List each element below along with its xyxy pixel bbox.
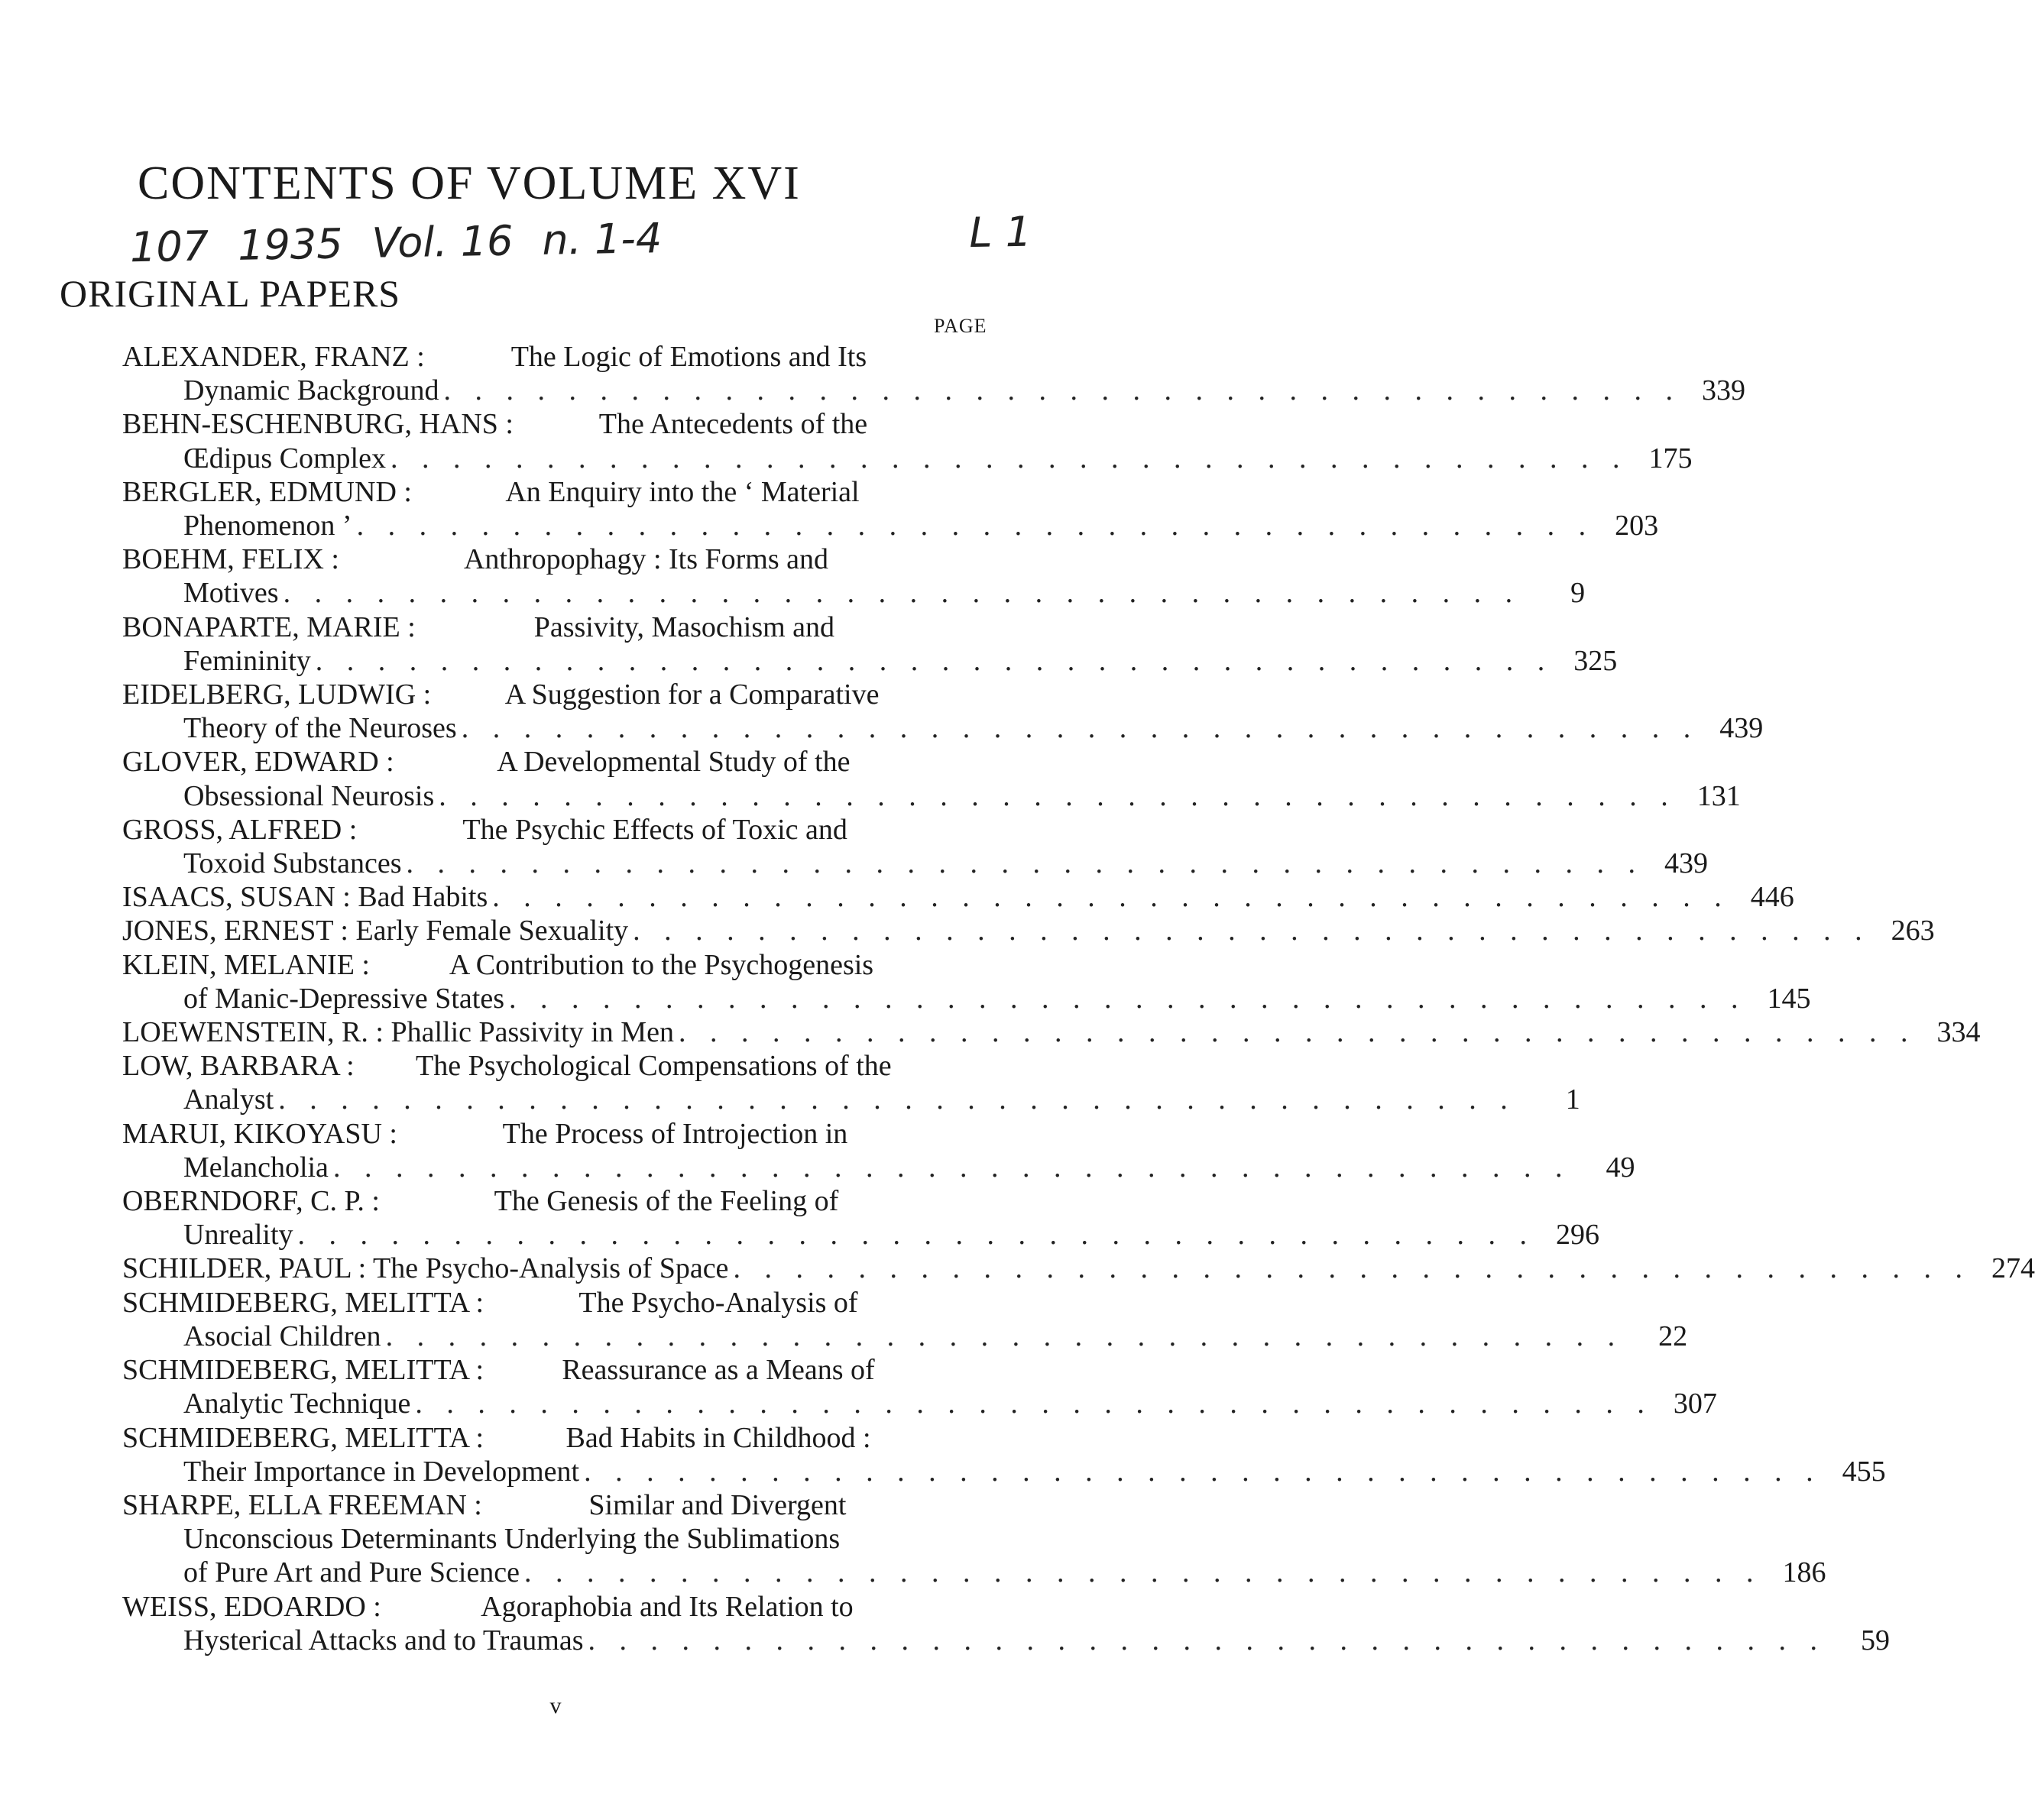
page-column-spacer bbox=[953, 475, 1013, 509]
toc-entry bbox=[122, 340, 1746, 407]
dot-leader: . . . . . . . . . . . . . . . . . . . . . . . . . . . . . . . . . . . . . . . . bbox=[332, 1151, 1571, 1184]
entry-page: 439 bbox=[1664, 847, 1708, 880]
entry-author: GLOVER, EDWARD : bbox=[122, 746, 394, 779]
toc-entry bbox=[122, 678, 1764, 745]
entry-title-line: Obsessional Neurosis bbox=[183, 779, 435, 812]
page-column-spacer bbox=[953, 678, 1013, 711]
dot-leader: . . . . . . . . . . . . . . . . . . . . . . . . . . . . . . . . . . . . . . . . bbox=[733, 1252, 1971, 1285]
dot-leader: . . . . . . . . . . . . . . . . . . . . . . . . . . . . . . . . . . . . . . . . bbox=[439, 779, 1677, 812]
page-column-spacer bbox=[953, 1049, 1013, 1083]
entry-title-line: The Psycho-Analysis of bbox=[578, 1286, 858, 1319]
entry-title-line: Hysterical Attacks and to Traumas bbox=[183, 1624, 584, 1656]
entry-title-line: Theory of the Neuroses bbox=[183, 712, 457, 745]
entry-author: KLEIN, MELANIE : bbox=[122, 948, 370, 981]
entry-page: 131 bbox=[1696, 779, 1741, 812]
toc-entry bbox=[122, 542, 1586, 610]
entry-page: 145 bbox=[1767, 982, 1811, 1015]
entry-author: SCHMIDEBERG, MELITTA : bbox=[122, 1354, 484, 1387]
handwritten-note: Vol. 16 bbox=[371, 216, 514, 267]
toc-entry bbox=[122, 1049, 1580, 1116]
handwritten-annotation bbox=[130, 208, 1032, 272]
entry-author: MARUI, KIKOYASU : bbox=[122, 1117, 397, 1150]
entry-title-line: The Genesis of the Feeling of bbox=[494, 1185, 839, 1218]
entry-title-line: Asocial Children bbox=[183, 1320, 381, 1352]
page-column-spacer bbox=[953, 610, 1013, 644]
entry-page: 49 bbox=[1606, 1151, 1635, 1184]
page-column-spacer bbox=[953, 1184, 1013, 1218]
section-heading: ORIGINAL PAPERS bbox=[60, 272, 401, 315]
entry-title-line: Analyst bbox=[183, 1083, 274, 1116]
page-column-spacer bbox=[953, 948, 1013, 982]
entry-title-line: The Psychological Compensations of the bbox=[416, 1050, 892, 1083]
entry-page: 263 bbox=[1891, 915, 1935, 947]
entry-author: SCHMIDEBERG, MELITTA : bbox=[122, 1421, 484, 1454]
entry-author: JONES, ERNEST : bbox=[122, 915, 348, 947]
page-folio: v bbox=[549, 1693, 562, 1718]
entry-author: ALEXANDER, FRANZ : bbox=[122, 341, 425, 373]
entry-title-line: Analytic Technique bbox=[183, 1388, 411, 1420]
entry-title-line: An Enquiry into the ‘ Material bbox=[505, 475, 860, 508]
entry-author: SCHMIDEBERG, MELITTA : bbox=[122, 1286, 484, 1319]
dot-leader: . . . . . . . . . . . . . . . . . . . . . . . . . . . . . . . . . . . . . . . . bbox=[633, 915, 1871, 947]
entry-title: The Psycho-Analysis of Space bbox=[373, 1252, 729, 1285]
entry-author: SCHILDER, PAUL : bbox=[122, 1252, 367, 1285]
entry-page: 296 bbox=[1556, 1219, 1600, 1252]
entry-page: 446 bbox=[1750, 881, 1794, 914]
page-column-spacer bbox=[953, 1117, 1013, 1151]
entry-author: BONAPARTE, MARIE : bbox=[122, 610, 416, 643]
handwritten-note: L 1 bbox=[968, 207, 1032, 257]
entry-page: 339 bbox=[1702, 374, 1746, 407]
entry-title-line: Œdipus Complex bbox=[183, 442, 386, 474]
entry-title-line: Passivity, Masochism and bbox=[533, 610, 835, 643]
toc-entry bbox=[122, 1590, 1890, 1657]
entry-title-line: Melancholia bbox=[183, 1151, 329, 1184]
entry-page: 334 bbox=[1936, 1016, 1981, 1049]
entry-title-line: Dynamic Background bbox=[183, 374, 439, 407]
entry-author: BOEHM, FELIX : bbox=[122, 543, 339, 576]
entry-title-line: Femininity bbox=[183, 644, 311, 677]
entry-page: 186 bbox=[1782, 1556, 1826, 1589]
entry-author: EIDELBERG, LUDWIG : bbox=[122, 678, 432, 711]
entry-page: 325 bbox=[1573, 644, 1618, 677]
dot-leader: . . . . . . . . . . . . . . . . . . . . . . . . . . . . . . . . . . . . . . . . bbox=[461, 712, 1700, 745]
entry-title-line: Anthropophagy : Its Forms and bbox=[463, 543, 829, 576]
page-column-spacer bbox=[953, 813, 1013, 847]
toc-entry bbox=[122, 407, 1693, 474]
entry-title-line: A Suggestion for a Comparative bbox=[504, 678, 880, 711]
entry-title-line: Unreality bbox=[183, 1219, 293, 1252]
page-column-header: PAGE bbox=[934, 315, 987, 337]
page-column-spacer bbox=[953, 340, 1013, 374]
toc-entry bbox=[122, 1286, 1688, 1353]
page-column-spacer bbox=[953, 1421, 1013, 1455]
dot-leader: . . . . . . . . . . . . . . . . . . . . . . . . . . . . . . . . . . . . . . . . bbox=[509, 982, 1747, 1015]
handwritten-note: 107 bbox=[129, 222, 209, 272]
toc-entry bbox=[122, 1117, 1635, 1184]
entry-author: SHARPE, ELLA FREEMAN : bbox=[122, 1488, 482, 1521]
entry-author: BEHN-ESCHENBURG, HANS : bbox=[122, 408, 514, 441]
toc-entry bbox=[122, 813, 1708, 880]
toc-entry bbox=[122, 1488, 1826, 1590]
dot-leader: . . . . . . . . . . . . . . . . . . . . . . . . . . . . . . . . . . . . . . . . bbox=[283, 577, 1521, 610]
page-column-spacer bbox=[953, 1488, 1013, 1522]
entry-author: ISAACS, SUSAN : bbox=[122, 881, 351, 914]
entry-page: 203 bbox=[1615, 510, 1659, 542]
entry-page: 175 bbox=[1648, 442, 1693, 474]
dot-leader: . . . . . . . . . . . . . . . . . . . . . . . . . . . . . . . . . . . . . . . . bbox=[588, 1624, 1826, 1656]
page-column-spacer bbox=[953, 1286, 1013, 1320]
toc-entry bbox=[122, 948, 1811, 1015]
page-column-spacer bbox=[953, 542, 1013, 576]
handwritten-note: n. 1-4 bbox=[541, 214, 663, 264]
entry-title-line: The Psychic Effects of Toxic and bbox=[462, 813, 847, 846]
dot-leader: . . . . . . . . . . . . . . . . . . . . . . . . . . . . . . . . . . . . . . . . bbox=[678, 1016, 1917, 1049]
entry-author: LOEWENSTEIN, R. : bbox=[122, 1016, 384, 1049]
entry-title-line: The Process of Introjection in bbox=[502, 1117, 848, 1150]
entry-page: 1 bbox=[1565, 1083, 1580, 1116]
toc-entry bbox=[122, 1353, 1717, 1420]
toc-entry bbox=[122, 745, 1741, 812]
dot-leader: . . . . . . . . . . . . . . . . . . . . . . . . . . . . . . . . . . . . . . . . bbox=[315, 644, 1554, 677]
entry-title-line: The Antecedents of the bbox=[598, 408, 868, 441]
entry-title-line: A Developmental Study of the bbox=[497, 746, 851, 779]
entry-author: GROSS, ALFRED : bbox=[122, 813, 358, 846]
entry-title: Phallic Passivity in Men bbox=[390, 1016, 674, 1049]
dot-leader: . . . . . . . . . . . . . . . . . . . . . . . . . . . . . . . . . . . . . . . . bbox=[297, 1219, 1536, 1252]
toc-entry bbox=[122, 1252, 2035, 1285]
dot-leader: . . . . . . . . . . . . . . . . . . . . . . . . . . . . . . . . . . . . . . . . bbox=[356, 510, 1595, 542]
entry-title-line: Their Importance in Development bbox=[183, 1455, 580, 1488]
entry-author: BERGLER, EDMUND : bbox=[122, 475, 412, 508]
entry-title-line: Reassurance as a Means of bbox=[562, 1354, 875, 1387]
entry-title: Bad Habits bbox=[358, 881, 488, 914]
dot-leader: . . . . . . . . . . . . . . . . . . . . . . . . . . . . . . . . . . . . . . . . bbox=[278, 1083, 1516, 1116]
entry-page: 59 bbox=[1860, 1624, 1890, 1656]
page-column-spacer bbox=[953, 745, 1013, 779]
entry-title-line: The Logic of Emotions and Its bbox=[510, 341, 867, 373]
dot-leader: . . . . . . . . . . . . . . . . . . . . . . . . . . . . . . . . . . . . . . . . bbox=[385, 1320, 1624, 1352]
entry-title-line: Similar and Divergent bbox=[588, 1488, 847, 1521]
dot-leader: . . . . . . . . . . . . . . . . . . . . . . . . . . . . . . . . . . . . . . . . bbox=[584, 1455, 1822, 1488]
dot-leader: . . . . . . . . . . . . . . . . . . . . . . . . . . . . . . . . . . . . . . . . bbox=[415, 1388, 1653, 1420]
toc-entry bbox=[122, 1184, 1600, 1252]
toc-entry bbox=[122, 1421, 1886, 1488]
handwritten-note: 1935 bbox=[237, 219, 344, 270]
page-column-spacer bbox=[953, 1590, 1013, 1624]
entry-title-line: Unconscious Determinants Underlying the Sublimations bbox=[183, 1523, 841, 1556]
dot-leader: . . . . . . . . . . . . . . . . . . . . . . . . . . . . . . . . . . . . . . . . bbox=[443, 374, 1682, 407]
toc-entry bbox=[122, 475, 1659, 542]
entry-title-line: Bad Habits in Childhood : bbox=[565, 1421, 871, 1454]
toc-entry bbox=[122, 610, 1618, 678]
entry-title-line: Motives bbox=[183, 577, 279, 610]
entry-title: Early Female Sexuality bbox=[355, 915, 629, 947]
entry-page: 9 bbox=[1570, 577, 1586, 610]
entry-title-line: Agoraphobia and Its Relation to bbox=[481, 1590, 854, 1623]
dot-leader: . . . . . . . . . . . . . . . . . . . . . . . . . . . . . . . . . . . . . . . . bbox=[524, 1556, 1762, 1589]
entry-page: 307 bbox=[1673, 1388, 1717, 1420]
entry-title-line: A Contribution to the Psychogenesis bbox=[449, 948, 874, 981]
entry-author: OBERNDORF, C. P. : bbox=[122, 1185, 380, 1218]
toc-entry bbox=[122, 880, 1794, 914]
contents-list bbox=[122, 340, 2035, 1657]
entry-title-line: Toxoid Substances bbox=[183, 847, 402, 880]
page-column-spacer bbox=[953, 1353, 1013, 1387]
dot-leader: . . . . . . . . . . . . . . . . . . . . . . . . . . . . . . . . . . . . . . . . bbox=[492, 881, 1730, 914]
page-column-spacer bbox=[953, 407, 1013, 441]
dot-leader: . . . . . . . . . . . . . . . . . . . . . . . . . . . . . . . . . . . . . . . . bbox=[390, 442, 1628, 474]
entry-page: 274 bbox=[1991, 1252, 2035, 1285]
dot-leader: . . . . . . . . . . . . . . . . . . . . . . . . . . . . . . . . . . . . . . . . bbox=[406, 847, 1644, 880]
page-title: CONTENTS OF VOLUME XVI bbox=[138, 157, 801, 209]
entry-page: 22 bbox=[1658, 1320, 1688, 1352]
entry-title-line: Phenomenon ’ bbox=[183, 510, 352, 542]
toc-entry bbox=[122, 914, 1935, 947]
entry-title-line: of Pure Art and Pure Science bbox=[183, 1556, 520, 1589]
entry-page: 455 bbox=[1842, 1455, 1886, 1488]
entry-page: 439 bbox=[1719, 712, 1764, 745]
entry-author: LOW, BARBARA : bbox=[122, 1050, 355, 1083]
entry-author: WEISS, EDOARDO : bbox=[122, 1590, 381, 1623]
toc-entry bbox=[122, 1015, 1981, 1049]
entry-title-line: of Manic-Depressive States bbox=[183, 982, 504, 1015]
